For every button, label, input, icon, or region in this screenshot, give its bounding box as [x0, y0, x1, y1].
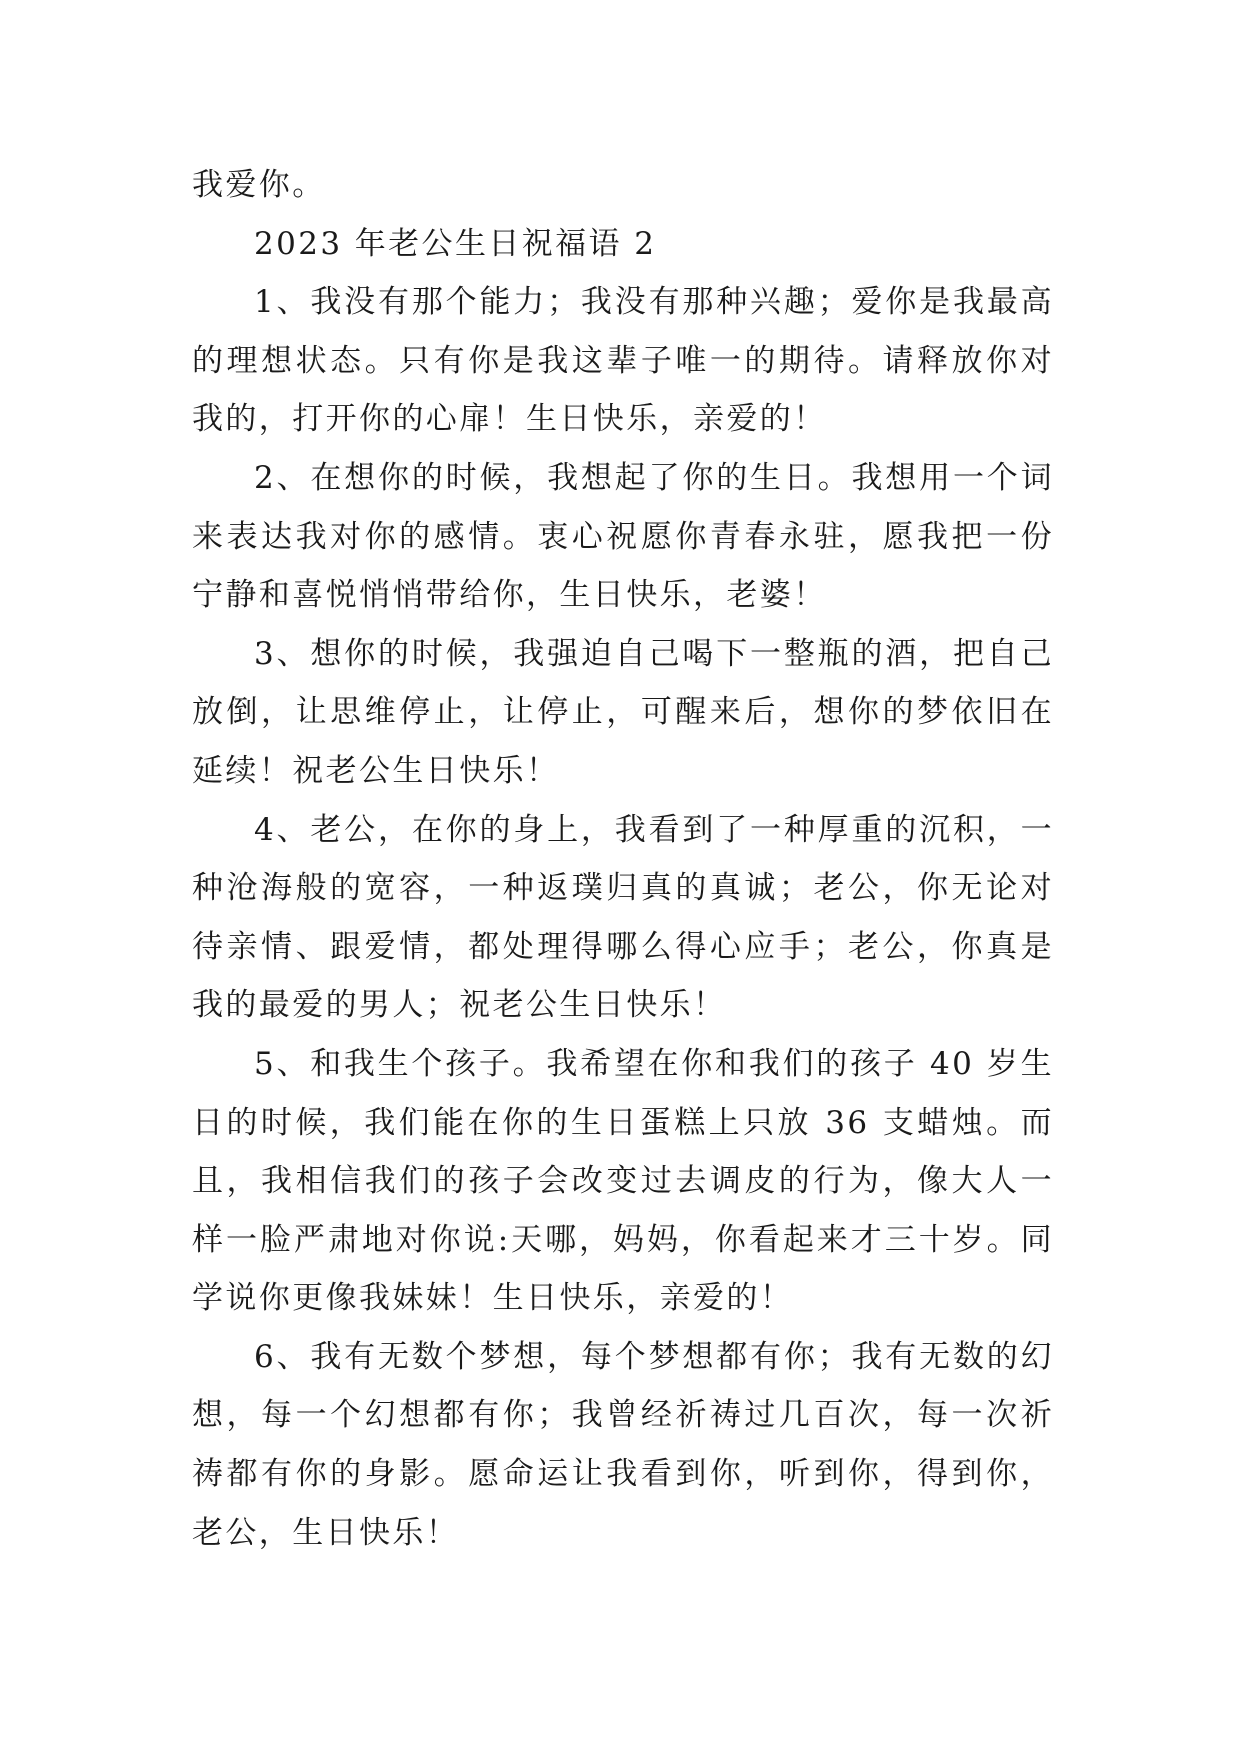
paragraph-4: 4、老公，在你的身上，我看到了一种厚重的沉积，一种沧海般的宽容，一种返璞归真的真诚；老公，你无论对待亲情、跟爱情，都处理得哪么得心应手；老公，你真是我的最爱的男人；祝老公生日快乐！	[192, 811, 1054, 1024]
section-heading: 2023 年老公生日祝福语 2	[254, 225, 657, 262]
paragraph-6: 6、我有无数个梦想，每个梦想都有你；我有无数的幻想，每一个幻想都有你；我曾经祈祷过几百次，每一次祈祷都有你的身影。愿命运让我看到你，听到你，得到你，老公，生日快乐！	[192, 1338, 1054, 1551]
document-body	[192, 156, 1054, 1562]
paragraph-1: 1、我没有那个能力；我没有那种兴趣；爱你是我最高的理想状态。只有你是我这辈子唯一的期待。请释放你对我的，打开你的心扉！生日快乐，亲爱的！	[192, 284, 1054, 438]
paragraph-3: 3、想你的时候，我强迫自己喝下一整瓶的酒，把自己放倒，让思维停止，让停止，可醒来后，想你的梦依旧在延续！祝老公生日快乐！	[192, 635, 1054, 789]
lead-line: 我爱你。	[192, 167, 326, 203]
paragraph-2: 2、在想你的时候，我想起了你的生日。我想用一个词来表达我对你的感情。衷心祝愿你青春永驻，愿我把一份宁静和喜悦悄悄带给你，生日快乐，老婆！	[192, 459, 1054, 614]
paragraph-5: 5、和我生个孩子。我希望在你和我们的孩子 40 岁生日的时候，我们能在你的生日蛋糕上只放 36 支蜡烛。而且，我相信我们的孩子会改变过去调皮的行为，像大人一样一脸严肃地对你说:天哪，妈妈，你看起来才三十岁。同学说你更像我妹妹！生日快乐，亲爱的！	[192, 1045, 1054, 1317]
